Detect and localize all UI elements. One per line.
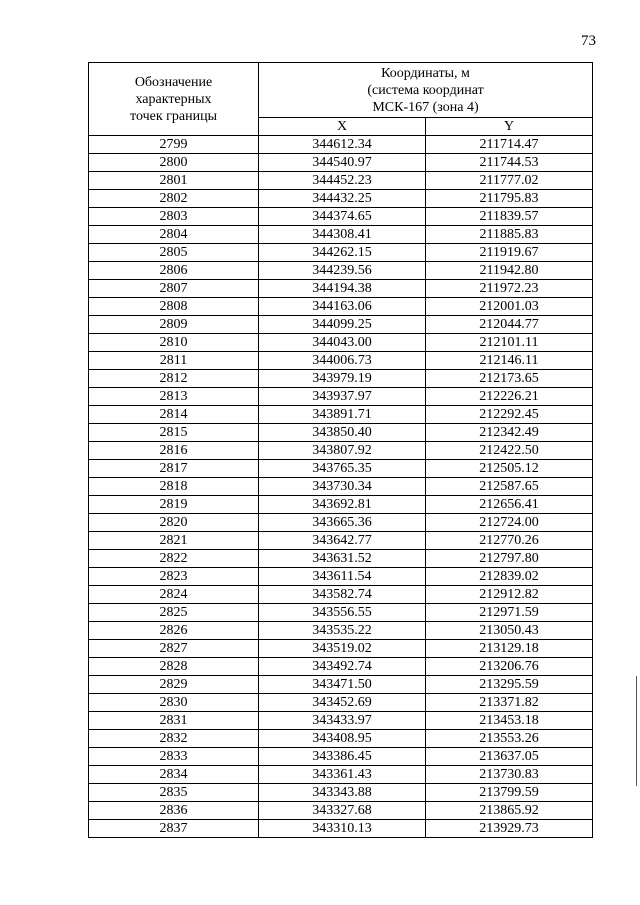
point-cell: 2814 [89, 406, 259, 424]
table-row [89, 640, 593, 658]
x-cell: 343535.22 [259, 622, 426, 640]
x-cell: 343327.68 [259, 802, 426, 820]
y-cell: 211795.83 [426, 190, 593, 208]
table-row [89, 280, 593, 298]
table-row [89, 316, 593, 334]
point-cell: 2822 [89, 550, 259, 568]
x-cell: 344432.25 [259, 190, 426, 208]
y-cell: 212724.00 [426, 514, 593, 532]
table-row [89, 586, 593, 604]
table-row [89, 226, 593, 244]
point-cell: 2836 [89, 802, 259, 820]
table-row [89, 730, 593, 748]
y-cell: 213637.05 [426, 748, 593, 766]
y-cell: 212146.11 [426, 352, 593, 370]
table-row [89, 712, 593, 730]
y-cell: 212912.82 [426, 586, 593, 604]
y-cell: 213129.18 [426, 640, 593, 658]
x-cell: 343433.97 [259, 712, 426, 730]
coords-header-line-3: МСК-167 (зона 4) [372, 99, 479, 115]
coordinates-table [88, 62, 593, 838]
point-cell: 2805 [89, 244, 259, 262]
table-row [89, 262, 593, 280]
x-cell: 343692.81 [259, 496, 426, 514]
point-cell: 2801 [89, 172, 259, 190]
point-cell: 2827 [89, 640, 259, 658]
table-row [89, 298, 593, 316]
x-cell: 343408.95 [259, 730, 426, 748]
y-cell: 212342.49 [426, 424, 593, 442]
x-cell: 344612.34 [259, 136, 426, 154]
y-cell: 212173.65 [426, 370, 593, 388]
point-cell: 2833 [89, 748, 259, 766]
y-cell: 213929.73 [426, 820, 593, 838]
table-row [89, 352, 593, 370]
y-cell: 211744.53 [426, 154, 593, 172]
point-cell: 2819 [89, 496, 259, 514]
y-cell: 212226.21 [426, 388, 593, 406]
y-cell: 212505.12 [426, 460, 593, 478]
point-cell: 2817 [89, 460, 259, 478]
x-cell: 343611.54 [259, 568, 426, 586]
y-column-header: Y [426, 118, 593, 136]
x-cell: 343556.55 [259, 604, 426, 622]
coords-header-line-2: (система координат [367, 82, 484, 98]
x-cell: 343891.71 [259, 406, 426, 424]
point-header-line-2: характерных [135, 91, 212, 107]
point-cell: 2823 [89, 568, 259, 586]
point-cell: 2837 [89, 820, 259, 838]
point-cell: 2824 [89, 586, 259, 604]
point-cell: 2829 [89, 676, 259, 694]
table-row [89, 244, 593, 262]
point-cell: 2832 [89, 730, 259, 748]
point-cell: 2807 [89, 280, 259, 298]
x-cell: 343807.92 [259, 442, 426, 460]
y-cell: 211714.47 [426, 136, 593, 154]
table-body [89, 136, 593, 838]
y-cell: 212422.50 [426, 442, 593, 460]
table-row [89, 136, 593, 154]
table-row [89, 208, 593, 226]
x-cell: 343937.97 [259, 388, 426, 406]
table-row [89, 334, 593, 352]
table-row [89, 658, 593, 676]
x-cell: 344374.65 [259, 208, 426, 226]
point-designation-header [89, 63, 259, 136]
point-cell: 2802 [89, 190, 259, 208]
x-cell: 343642.77 [259, 532, 426, 550]
y-cell: 212292.45 [426, 406, 593, 424]
x-cell: 343582.74 [259, 586, 426, 604]
x-cell: 344043.00 [259, 334, 426, 352]
y-cell: 211839.57 [426, 208, 593, 226]
y-cell: 212001.03 [426, 298, 593, 316]
margin-scan-mark [636, 676, 637, 786]
table-row [89, 802, 593, 820]
x-cell: 343361.43 [259, 766, 426, 784]
point-cell: 2803 [89, 208, 259, 226]
x-cell: 343343.88 [259, 784, 426, 802]
table-row [89, 766, 593, 784]
point-cell: 2812 [89, 370, 259, 388]
y-cell: 213553.26 [426, 730, 593, 748]
x-cell: 343386.45 [259, 748, 426, 766]
point-cell: 2835 [89, 784, 259, 802]
x-cell: 344163.06 [259, 298, 426, 316]
y-cell: 211972.23 [426, 280, 593, 298]
table-row [89, 154, 593, 172]
table-row [89, 406, 593, 424]
y-cell: 212656.41 [426, 496, 593, 514]
x-cell: 343979.19 [259, 370, 426, 388]
x-cell: 343492.74 [259, 658, 426, 676]
x-cell: 344006.73 [259, 352, 426, 370]
point-header-line-1: Обозначение [134, 74, 213, 90]
y-cell: 211777.02 [426, 172, 593, 190]
point-cell: 2804 [89, 226, 259, 244]
x-cell: 343665.36 [259, 514, 426, 532]
y-cell: 212971.59 [426, 604, 593, 622]
y-cell: 211919.67 [426, 244, 593, 262]
x-cell: 343631.52 [259, 550, 426, 568]
y-cell: 212044.77 [426, 316, 593, 334]
x-cell: 344239.56 [259, 262, 426, 280]
point-cell: 2821 [89, 532, 259, 550]
table-row [89, 460, 593, 478]
table-row [89, 748, 593, 766]
x-cell: 344099.25 [259, 316, 426, 334]
table-row [89, 676, 593, 694]
point-cell: 2806 [89, 262, 259, 280]
x-cell: 343519.02 [259, 640, 426, 658]
point-cell: 2800 [89, 154, 259, 172]
point-cell: 2828 [89, 658, 259, 676]
y-cell: 212587.65 [426, 478, 593, 496]
x-cell: 343765.35 [259, 460, 426, 478]
table-row [89, 424, 593, 442]
x-cell: 344540.97 [259, 154, 426, 172]
point-cell: 2815 [89, 424, 259, 442]
table-row [89, 820, 593, 838]
table-row [89, 568, 593, 586]
coords-header-line-1: Координаты, м [381, 65, 470, 81]
x-cell: 344194.38 [259, 280, 426, 298]
table-row [89, 442, 593, 460]
table-row [89, 172, 593, 190]
table-row [89, 622, 593, 640]
table-row [89, 550, 593, 568]
point-cell: 2820 [89, 514, 259, 532]
x-cell: 344262.15 [259, 244, 426, 262]
point-cell: 2831 [89, 712, 259, 730]
table-row [89, 496, 593, 514]
y-cell: 212101.11 [426, 334, 593, 352]
y-cell: 211885.83 [426, 226, 593, 244]
point-cell: 2811 [89, 352, 259, 370]
y-cell: 213865.92 [426, 802, 593, 820]
point-header-line-3: точек границы [130, 108, 217, 124]
y-cell: 213371.82 [426, 694, 593, 712]
table-row [89, 478, 593, 496]
y-cell: 213730.83 [426, 766, 593, 784]
y-cell: 213206.76 [426, 658, 593, 676]
table-row [89, 784, 593, 802]
point-cell: 2830 [89, 694, 259, 712]
x-cell: 343730.34 [259, 478, 426, 496]
point-cell: 2808 [89, 298, 259, 316]
y-cell: 213050.43 [426, 622, 593, 640]
x-cell: 343850.40 [259, 424, 426, 442]
table-row [89, 388, 593, 406]
table-header [89, 63, 593, 136]
y-cell: 211942.80 [426, 262, 593, 280]
x-cell: 344308.41 [259, 226, 426, 244]
y-cell: 213799.59 [426, 784, 593, 802]
point-cell: 2813 [89, 388, 259, 406]
coordinates-header [259, 63, 593, 118]
point-cell: 2816 [89, 442, 259, 460]
table-row [89, 370, 593, 388]
point-cell: 2825 [89, 604, 259, 622]
table-row [89, 604, 593, 622]
table-row [89, 532, 593, 550]
page-number: 73 [581, 33, 596, 49]
point-cell: 2834 [89, 766, 259, 784]
table-row [89, 694, 593, 712]
point-cell: 2826 [89, 622, 259, 640]
point-cell: 2799 [89, 136, 259, 154]
table-row [89, 514, 593, 532]
point-cell: 2810 [89, 334, 259, 352]
point-cell: 2818 [89, 478, 259, 496]
x-cell: 343310.13 [259, 820, 426, 838]
y-cell: 212839.02 [426, 568, 593, 586]
x-cell: 343452.69 [259, 694, 426, 712]
point-cell: 2809 [89, 316, 259, 334]
y-cell: 213295.59 [426, 676, 593, 694]
x-cell: 344452.23 [259, 172, 426, 190]
x-column-header: X [259, 118, 426, 136]
y-cell: 212770.26 [426, 532, 593, 550]
y-cell: 212797.80 [426, 550, 593, 568]
x-cell: 343471.50 [259, 676, 426, 694]
y-cell: 213453.18 [426, 712, 593, 730]
table-row [89, 190, 593, 208]
